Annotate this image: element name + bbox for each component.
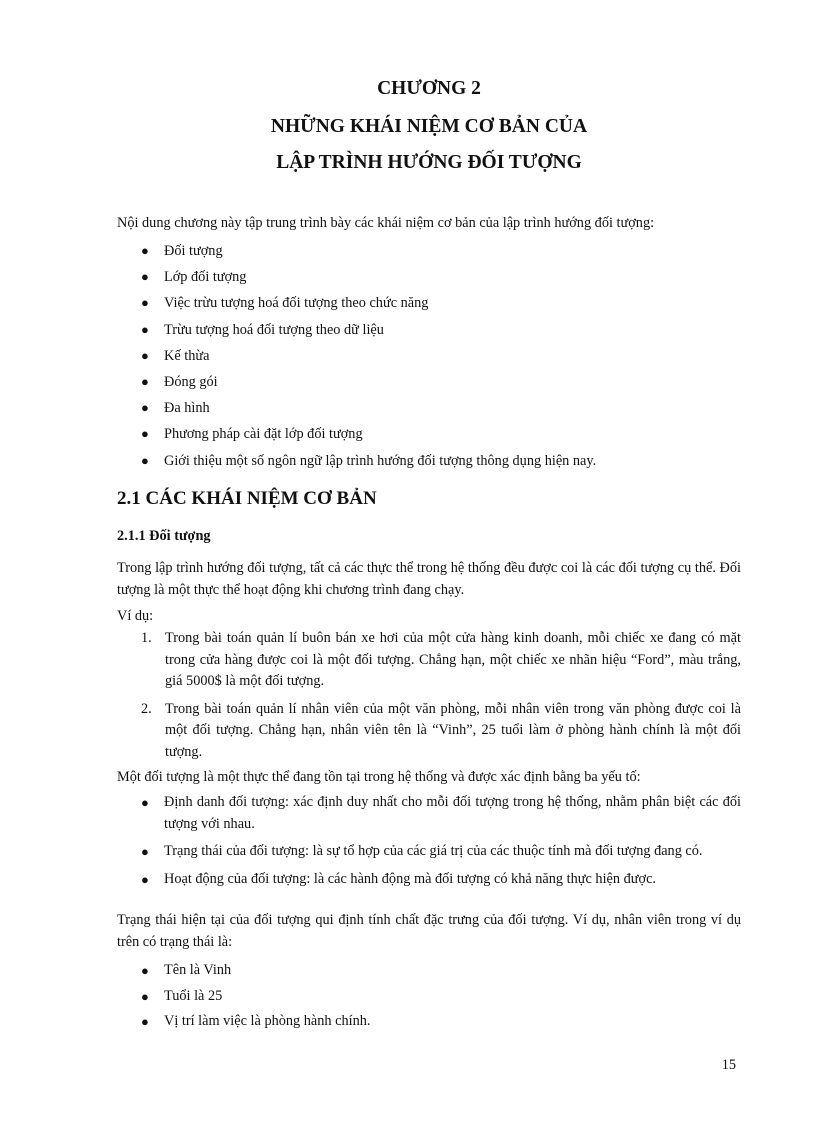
list-item: ● Trạng thái của đối tượng: là sự tổ hợp của các giá trị của các thuộc tính mà đối tượng đang có. [117, 841, 741, 863]
subsection-heading: 2.1.1 Đối tượng [117, 528, 211, 544]
bullet-icon: ● [141, 988, 149, 1004]
bullet-icon: ● [141, 400, 149, 416]
bullet-icon: ● [141, 871, 149, 887]
bullet-icon: ● [141, 243, 149, 258]
list-item: ● Đa hình [141, 400, 210, 417]
list-item: ● Đối tượng [141, 243, 223, 259]
list-item: 2. Trong bài toán quản lí nhân viên của một văn phòng, mỗi nhân viên trong văn phòng được coi là một đối tượng. Chẳng hạn, nhân viên tên là “Vinh”, 25 tuổi làm ở phòng hành chính là một đối tượng. [141, 700, 741, 760]
bullet-icon: ● [141, 426, 149, 442]
bullet-icon: ● [141, 452, 149, 468]
factor-list [117, 792, 741, 896]
section-heading: 2.1 CÁC KHÁI NIỆM CƠ BẢN [117, 488, 377, 509]
state-list [117, 960, 741, 1039]
bullet-icon: ● [141, 844, 149, 859]
bullet-icon: ● [141, 1014, 149, 1029]
paragraph-definition: Trong lập trình hướng đối tượng, tất cả các thực thể trong hệ thống đều được coi là các đối tượng cụ thể. Đối tượng là một thực thể hoạt động khi chương trình đang chạy. [117, 560, 741, 598]
bullet-icon: ● [141, 795, 149, 810]
list-item: ● Kế thừa [141, 347, 210, 364]
list-item: ● Giới thiệu một số ngôn ngữ lập trình hướng đối tượng thông dụng hiện nay. [141, 452, 597, 469]
paragraph-state: Trạng thái hiện tại của đối tượng qui định tính chất đặc trưng của đối tượng. Ví dụ, nhân viên trong ví dụ trên có trạng thái là: [117, 912, 741, 950]
bullet-icon: ● [141, 373, 149, 389]
list-item: ● Trừu tượng hoá đối tượng theo dữ liệu [141, 321, 384, 338]
bullet-icon: ● [141, 321, 149, 337]
list-item: 1. Trong bài toán quản lí buôn bán xe hơi của một cửa hàng kinh doanh, mỗi chiếc xe đang có mặt trong cửa hàng được coi là một đối tượng. Chẳng hạn, một chiếc xe nhãn hiệu “Ford”, màu trắng, giá 5000$ là một đối tượng. [141, 630, 741, 689]
list-item: ● Vị trí làm việc là phòng hành chính. [117, 1011, 741, 1033]
chapter-number: CHƯƠNG 2 [377, 78, 481, 99]
bullet-icon: ● [141, 295, 149, 311]
list-item: ● Tuổi là 25 [117, 986, 741, 1008]
topic-list [117, 241, 741, 471]
list-item: ● Đóng gói [141, 373, 218, 390]
list-item: ● Lớp đối tượng [141, 269, 247, 286]
chapter-title-line1: NHỮNG KHÁI NIỆM CƠ BẢN CỦA [270, 116, 588, 137]
intro-text: Nội dung chương này tập trung trình bày các khái niệm cơ bản của lập trình hướng đối tượng: [117, 215, 655, 231]
bullet-icon: ● [141, 269, 149, 285]
page-number: 15 [721, 1057, 736, 1073]
paragraph-factors-intro: Một đối tượng là một thực thể đang tồn tại trong hệ thống và được xác định bằng ba yếu tố: [117, 769, 641, 785]
list-item: ● Việc trừu tượng hoá đối tượng theo chức năng [141, 295, 429, 312]
list-item: ● Tên là Vinh [117, 960, 741, 982]
example-list [117, 628, 741, 769]
bullet-icon: ● [141, 347, 149, 363]
list-item: ● Định danh đối tượng: xác định duy nhất cho mỗi đối tượng trong hệ thống, nhằm phân biệt các đối tượng với nhau. [141, 794, 741, 832]
list-item: ● Phương pháp cài đặt lớp đối tượng [141, 426, 363, 443]
list-item: ● Hoạt động của đối tượng: là các hành động mà đối tượng có khả năng thực hiện được. [117, 869, 741, 891]
bullet-icon: ● [141, 963, 149, 978]
chapter-title-line2: LẬP TRÌNH HƯỚNG ĐỐI TƯỢNG [276, 152, 582, 173]
example-label: Ví dụ: [117, 608, 154, 624]
